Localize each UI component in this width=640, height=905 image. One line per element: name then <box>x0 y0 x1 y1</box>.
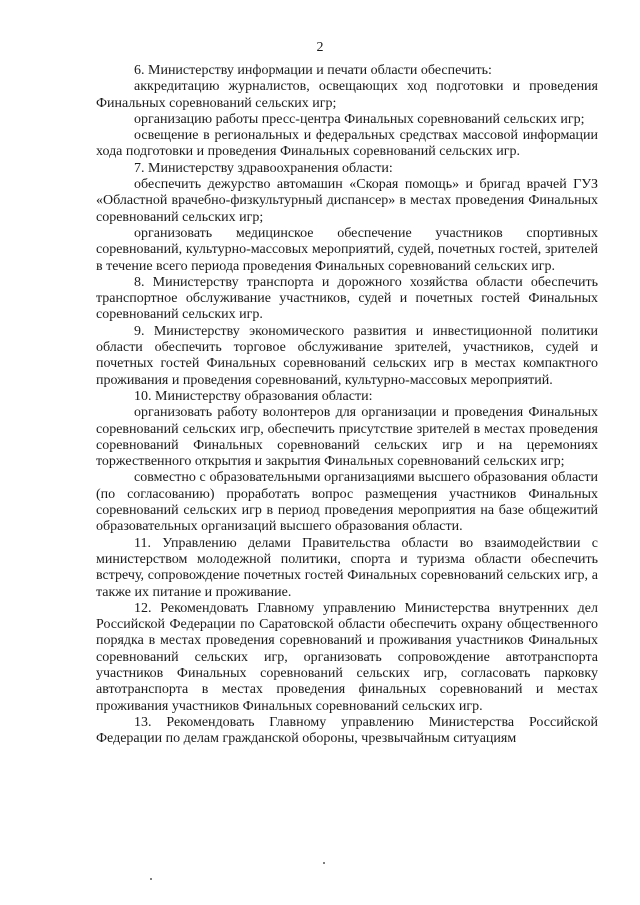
paragraph-12: 12. Рекомендовать Главному управлению Министерства внутренних дел Российской Федерации по Саратовской области обеспечить охрану общественного порядка в местах проведения соревнований и проживания участников Финальных соревнований сельских игр, организовать сопровождение автотранспорта участников Финальных соревнований сельских игр, согласовать парковку автотранспорта в местах проведения финальных соревнований и местах проживания участников Финальных соревнований сельских игр. <box>96 600 598 714</box>
paragraph-7-item-1: обеспечить дежурство автомашин «Скорая помощь» и бригад врачей ГУЗ «Областной врачебно-физкультурный диспансер» в местах проведения Финальных соревнований сельских игр; <box>96 177 598 225</box>
paragraph-7: 7. Министерству здравоохранения области: <box>134 160 393 176</box>
paragraph-6: 6. Министерству информации и печати области обеспечить: <box>134 63 492 78</box>
paragraph-6-item-3: освещение в региональных и федеральных средствах массовой информации хода подготовки и проведения Финальных соревнований сельских игр. <box>96 128 598 160</box>
scan-speck <box>323 862 325 864</box>
paragraph-7-item-2: организовать медицинское обеспечение участников спортивных соревнований, культурно-массовых мероприятий, судей, почетных гостей, зрителей в течение всего периода проведения Финальных соревнований сельских игр. <box>96 225 598 274</box>
paragraph-11: 11. Управлению делами Правительства области во взаимодействии с министерством молодежной политики, спорта и туризма области обеспечить встречу, сопровождение почетных гостей Финальных соревнований сельских игр, а также их питание и проживание. <box>96 535 598 600</box>
paragraph-13: 13. Рекомендовать Главному управлению Министерства Российской Федерации по делам гражданской обороны, чрезвычайным ситуациям <box>96 714 598 747</box>
scan-speck <box>150 878 152 880</box>
paragraph-10: 10. Министерству образования области: <box>134 388 373 404</box>
document-body <box>96 63 598 747</box>
paragraph-9: 9. Министерству экономического развития и инвестиционной политики области обеспечить торговое обслуживание зрителей, участников, судей и почетных гостей Финальных соревнований сельских игр в местах компактного проживания и проведения соревнований, культурно-массовых мероприятий. <box>96 323 598 388</box>
paragraph-10-item-1: организовать работу волонтеров для организации и проведения Финальных соревнований сельских игр, обеспечить присутствие зрителей в местах проведения соревнований Финальных соревнований сельских игр и на церемониях торжественного открытия и закрытия Финальных соревнований сельских игр; <box>96 405 598 470</box>
paragraph-10-item-2: совместно с образовательными организациями высшего образования области (по согласованию) проработать вопрос размещения участников Финальных соревнований сельских игр в период проведения мероприятия на базе общежитий образовательных организаций высшего образования области. <box>96 470 598 535</box>
paragraph-8: 8. Министерству транспорта и дорожного хозяйства области обеспечить транспортное обслуживание участников, судей и почетных гостей Финальных соревнований сельских игр. <box>96 274 598 323</box>
paragraph-6-item-2: организацию работы пресс-центра Финальных соревнований сельских игр; <box>134 111 585 127</box>
paragraph-6-item-1: аккредитацию журналистов, освещающих ход подготовки и проведения Финальных соревнований сельских игр; <box>96 79 598 111</box>
page-number: 2 <box>316 40 324 55</box>
